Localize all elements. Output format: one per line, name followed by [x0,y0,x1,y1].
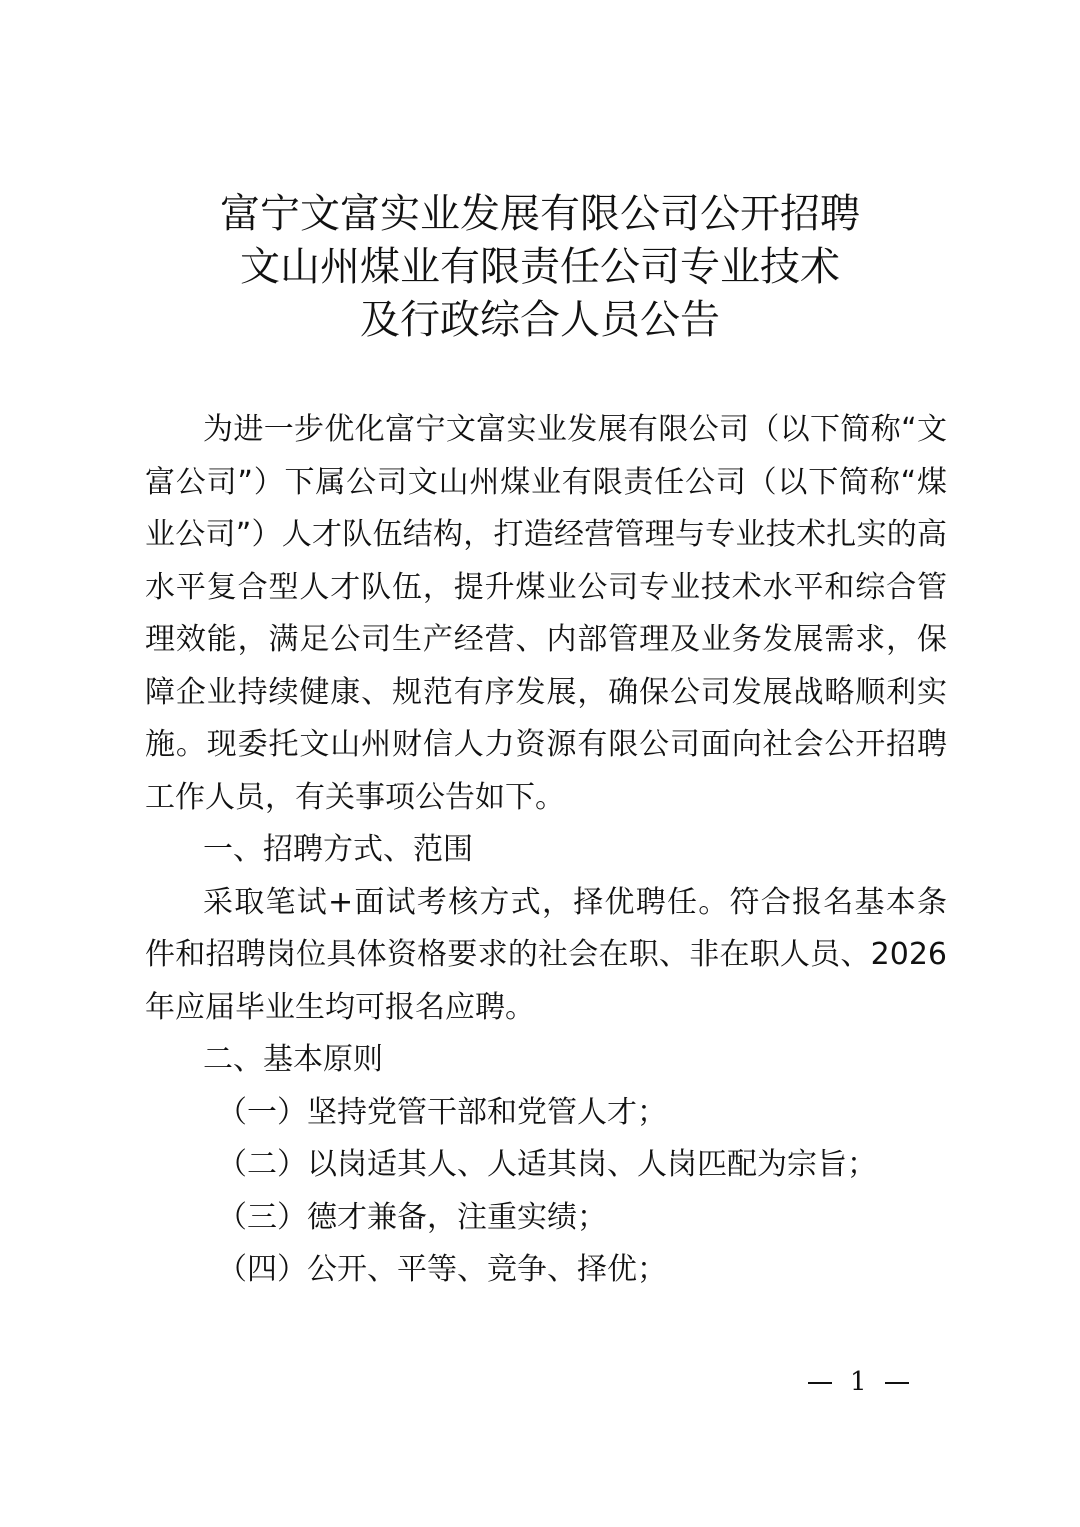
page-number: 1 [850,1367,867,1397]
principle-item-1: （一）坚持党管干部和党管人才； [217,1094,667,1130]
document-body [145,404,947,1297]
page-footer [808,1366,909,1398]
principle-item-3: （三）德才兼备，注重实绩； [217,1199,607,1235]
title-line-3: 及行政综合人员公告 [360,297,720,343]
principle-item-2: （二）以岗适其人、人适其岗、人岗匹配为宗旨； [217,1147,877,1182]
title-line-2: 文山州煤业有限责任公司专业技术 [240,244,840,290]
footer-dash-right [885,1382,909,1384]
title-line-1: 富宁文富实业发展有限公司公开招聘 [220,191,860,237]
intro-paragraph: 为进一步优化富宁文富实业发展有限公司（以下简称“文富公司”）下属公司文山州煤业有限责任公司（以下简称“煤业公司”）人才队伍结构，打造经营管理与专业技术扎实的高水平复合型人才队伍，提升煤业公司专业技术水平和综合管理效能，满足公司生产经营、内部管理及业务发展需求，保障企业持续健康、规范有序发展，确保公司发展战略顺利实施。现委托文山州财信人力资源有限公司面向社会公开招聘工作人员，有关事项公告如下。 [145,412,947,815]
principle-item-4: （四）公开、平等、竞争、择优； [217,1252,667,1287]
document-title [0,188,1080,347]
section-1-heading: 一、招聘方式、范围 [203,832,473,867]
section-2-heading: 二、基本原则 [203,1042,383,1077]
section-1-paragraph: 采取笔试+面试考核方式，择优聘任。符合报名基本条件和招聘岗位具体资格要求的社会在职、非在职人员、2026年应届毕业生均可报名应聘。 [145,884,947,1025]
footer-dash-left [808,1382,832,1384]
